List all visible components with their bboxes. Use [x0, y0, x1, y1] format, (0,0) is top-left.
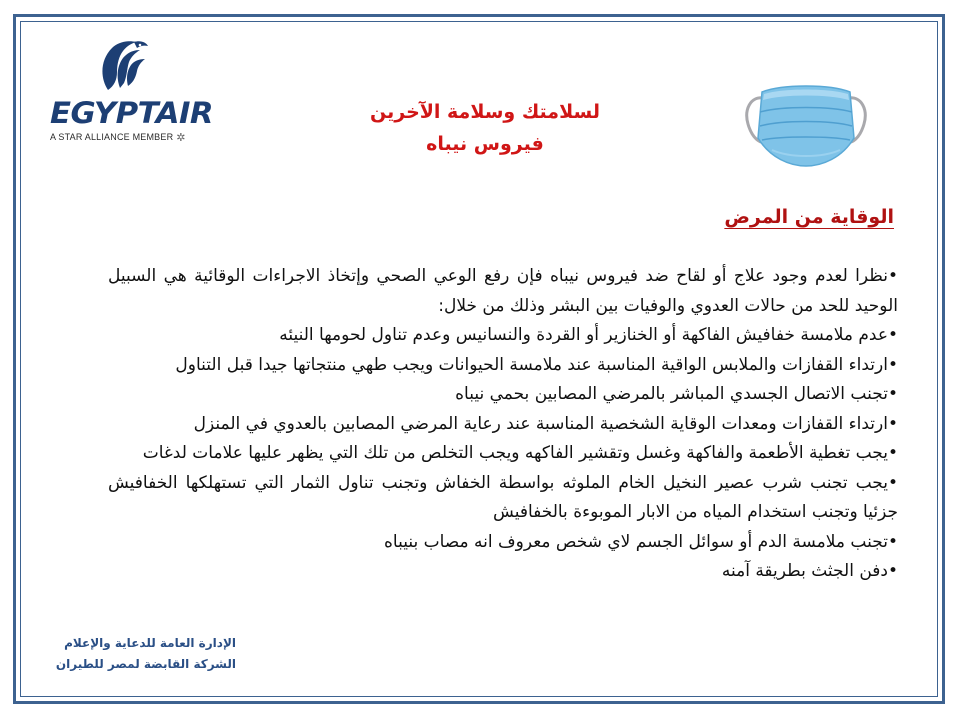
horus-falcon-icon [90, 38, 150, 96]
face-mask-icon [742, 78, 870, 170]
title-line-1: لسلامتك وسلامة الآخرين [370, 101, 600, 123]
star-alliance-icon: ✲ [176, 132, 186, 144]
tagline-text: A STAR ALLIANCE MEMBER [50, 132, 174, 142]
list-item: •يجب تغطية الأطعمة والفاكهة وغسل وتقشير الفاكهه ويجب التخلص من تلك التي يظهر عليها علامات لدغات [142, 443, 898, 463]
logo-tagline [50, 131, 186, 144]
flyer-title [340, 96, 630, 160]
section-heading: الوقاية من المرض [724, 206, 894, 228]
egyptair-wordmark: EGYPTAIR [50, 96, 214, 130]
egyptair-logo [48, 38, 214, 144]
list-item: •عدم ملامسة خفافيش الفاكهة أو الخنازير أو القردة والنسانيس وعدم تناول لحومها النيئه [279, 325, 898, 345]
list-item: •ارتداء القفازات والملابس الواقية المناسبة عند ملامسة الحيوانات ويجب طهي منتجاتها جيدا قبل التناول [175, 354, 898, 375]
footer-line-2: الشركة القابضة لمصر للطيران [55, 657, 236, 671]
list-item: •يجب تجنب شرب عصير النخيل الخام الملوثه بواسطة الخفاش وتجنب تناول الثمار التي تستهلكها الخفافيش جزئيا وتجنب استخدام المياه من الابار الموبوءة بالخفافيش [108, 472, 898, 522]
footer-line-1: الإدارة العامة للدعاية والإعلام [64, 636, 236, 650]
list-item: •تجنب الاتصال الجسدي المباشر بالمرضي المصابين بحمي نيباه [455, 384, 898, 404]
intro-paragraph: •نظرا لعدم وجود علاج أو لقاح ضد فيروس نيباه فإن رفع الوعي الصحي وإتخاذ الاجراءات الوقائية هي السبيل الوحيد للحد من حالات العدوي والوفيات بين البشر وذلك من خلال: [108, 266, 898, 316]
title-line-2: فيروس نيباه [426, 133, 544, 155]
footer-credits [36, 633, 236, 675]
list-item: •دفن الجثث بطريقة آمنه [721, 561, 898, 581]
list-item: •ارتداء القفازات ومعدات الوقاية الشخصية المناسبة عند رعاية المرضي المصابين بالعدوي في المنزل [193, 413, 898, 434]
list-item: •تجنب ملامسة الدم أو سوائل الجسم لاي شخص معروف انه مصاب بنيباه [383, 531, 898, 552]
prevention-list [108, 262, 898, 587]
